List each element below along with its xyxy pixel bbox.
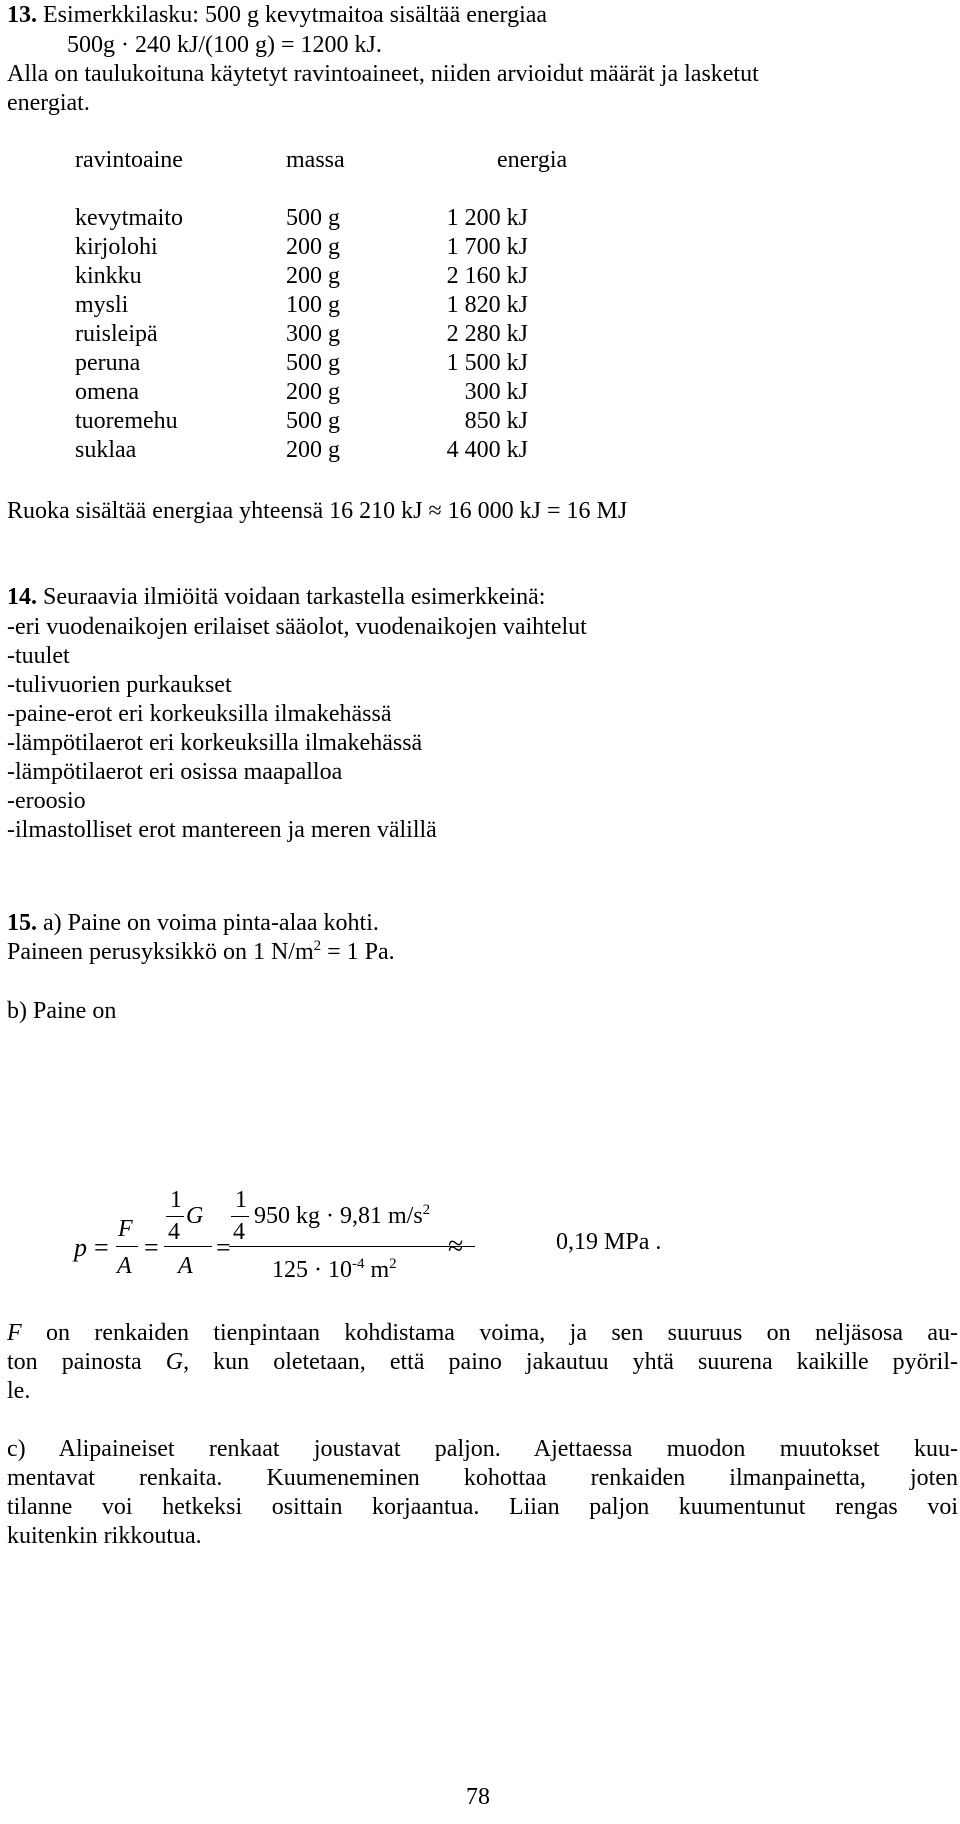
formula-denominator (272, 1256, 397, 1285)
unit-text: Paineen perusyksikkö on 1 N/m (7, 939, 314, 965)
ex13-title (7, 1, 547, 30)
formula-equals-1: = (94, 1233, 109, 1262)
ex13-intro-line-2: energiat. (7, 90, 90, 116)
fraction-bar-main (229, 1246, 475, 1247)
cell-ravintoaine: kevytmaito (75, 205, 183, 231)
fraction-bar-quarter-2 (231, 1216, 249, 1217)
list-item: -eri vuodenaikojen erilaiset sääolot, vuodenaikojen vaihtelut (7, 614, 587, 640)
cell-massa: 200 g (286, 437, 340, 463)
formula-result: 0,19 MPa . (556, 1229, 662, 1255)
unit-end: = 1 Pa. (321, 939, 395, 965)
cell-ravintoaine: suklaa (75, 437, 137, 463)
ex15-c-line-3: tilanne voi hetkeksi osittain korjaantua. Liian paljon kuumentunut rengas voi (7, 1494, 958, 1520)
ex15-number: 15. (7, 910, 37, 936)
formula-A-1: A (117, 1253, 132, 1279)
ex13-total: Ruoka sisältää energiaa yhteensä 16 210 kJ ≈ 16 000 kJ = 16 MJ (7, 498, 628, 524)
ex15-a-text: a) Paine on voima pinta-alaa kohti. (43, 910, 379, 936)
unit-superscript: 2 (313, 938, 322, 954)
cell-ravintoaine: tuoremehu (75, 408, 178, 434)
formula-four-2: 4 (233, 1219, 245, 1245)
formula-F: F (118, 1216, 133, 1242)
ex15-a (7, 909, 379, 938)
ex13-intro-line-1: Alla on taulukoituna käytetyt ravintoaineet, niiden arvioidut määrät ja lasketut (7, 61, 759, 87)
cell-massa: 500 g (286, 350, 340, 376)
fraction-bar-F-A (116, 1246, 138, 1247)
denominator-unit: m (364, 1257, 390, 1283)
denominator-text: 125 · 10 (272, 1257, 352, 1283)
ex13-calculation: 500g · 240 kJ/(100 g) = 1200 kJ. (67, 32, 382, 58)
list-item: -ilmastolliset erot mantereen ja meren välillä (7, 817, 437, 843)
explanation-G: G (165, 1349, 184, 1375)
fraction-bar-quarter-1 (166, 1216, 184, 1217)
cell-massa: 300 g (286, 321, 340, 347)
ex15-b-explanation-line-2 (7, 1348, 958, 1377)
formula-one-1: 1 (170, 1187, 182, 1213)
list-item: -tuulet (7, 643, 70, 669)
cell-energia: 1 820 kJ (446, 292, 528, 318)
ex14-intro-text: Seuraavia ilmiöitä voidaan tarkastella esimerkkeinä: (43, 584, 546, 610)
list-item: -lämpötilaerot eri osissa maapalloa (7, 759, 343, 785)
numerator-text: 950 kg · 9,81 m/s (254, 1203, 423, 1229)
ex15-c-line-2: mentavat renkaita. Kuumeneminen kohottaa renkaiden ilmanpainetta, joten (7, 1465, 958, 1491)
formula-p: p (74, 1233, 87, 1262)
formula-numerator (254, 1202, 430, 1231)
cell-energia: 1 500 kJ (446, 350, 528, 376)
ex15-c-line-4: kuitenkin rikkoutua. (7, 1523, 202, 1549)
explanation-F: F (7, 1320, 22, 1346)
cell-massa: 200 g (286, 234, 340, 260)
explanation-1-text: on renkaiden tienpintaan kohdistama voima, ja sen suuruus on neljäsosa au- (21, 1320, 958, 1346)
ex14-intro (7, 583, 545, 612)
explanation-2-start: ton painosta (7, 1349, 166, 1375)
denominator-exponent: -4 (352, 1256, 365, 1272)
ex13-title-text: Esimerkkilasku: 500 g kevytmaitoa sisältää energiaa (43, 2, 548, 28)
numerator-superscript: 2 (422, 1202, 431, 1218)
cell-energia: 2 160 kJ (446, 263, 528, 289)
cell-energia: 850 kJ (464, 408, 528, 434)
cell-ravintoaine: omena (75, 379, 139, 405)
denominator-unit-superscript: 2 (389, 1256, 397, 1272)
cell-massa: 200 g (286, 379, 340, 405)
list-item: -eroosio (7, 788, 86, 814)
cell-ravintoaine: ruisleipä (75, 321, 158, 347)
cell-ravintoaine: kirjolohi (75, 234, 158, 260)
cell-massa: 200 g (286, 263, 340, 289)
cell-energia: 4 400 kJ (446, 437, 528, 463)
cell-ravintoaine: peruna (75, 350, 141, 376)
ex15-b-explanation-line-3: le. (7, 1378, 31, 1404)
header-massa: massa (286, 147, 345, 173)
formula-one-2: 1 (235, 1187, 247, 1213)
list-item: -tulivuorien purkaukset (7, 672, 232, 698)
cell-energia: 2 280 kJ (446, 321, 528, 347)
pressure-formula (74, 1188, 714, 1304)
formula-equals-3: = (216, 1233, 231, 1262)
list-item: -lämpötilaerot eri korkeuksilla ilmakehässä (7, 730, 423, 756)
page-number: 78 (466, 1784, 490, 1810)
cell-energia: 1 200 kJ (446, 205, 528, 231)
cell-energia: 1 700 kJ (446, 234, 528, 260)
formula-G: G (186, 1203, 204, 1229)
list-item: -paine-erot eri korkeuksilla ilmakehässä (7, 701, 392, 727)
formula-equals-2: = (144, 1233, 159, 1262)
cell-massa: 500 g (286, 408, 340, 434)
formula-four-1: 4 (168, 1219, 180, 1245)
cell-energia: 300 kJ (464, 379, 528, 405)
explanation-2-end: , kun oletetaan, että paino jakautuu yhtä suurena kaikille pyöril- (183, 1349, 958, 1375)
ex15-unit-line (7, 938, 395, 967)
cell-ravintoaine: kinkku (75, 263, 142, 289)
ex14-number: 14. (7, 584, 37, 610)
ex13-number: 13. (7, 2, 37, 28)
cell-massa: 500 g (286, 205, 340, 231)
cell-ravintoaine: mysli (75, 292, 129, 318)
formula-A-2: A (178, 1253, 193, 1279)
fraction-bar-G-A (164, 1246, 212, 1247)
header-ravintoaine: ravintoaine (75, 147, 183, 173)
header-energia: energia (497, 147, 568, 173)
ex15-b-explanation-line-1 (7, 1319, 958, 1348)
ex15-c-line-1: c) Alipaineiset renkaat joustavat paljon. Ajettaessa muodon muutokset kuu- (7, 1436, 958, 1462)
formula-approx: ≈ (448, 1231, 464, 1262)
cell-massa: 100 g (286, 292, 340, 318)
ex15-b-intro: b) Paine on (7, 998, 117, 1024)
